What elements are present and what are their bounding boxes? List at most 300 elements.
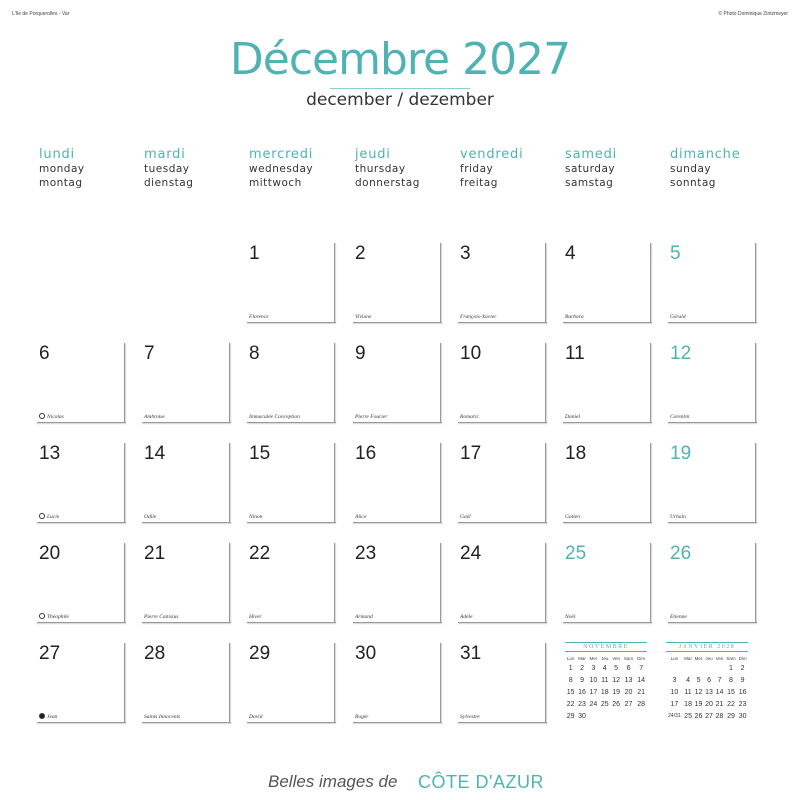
day-number: 8 <box>249 343 260 364</box>
saint-label: Romaric <box>460 414 479 420</box>
mini-weekday-header: Mar <box>684 655 692 661</box>
title-divider <box>330 88 470 89</box>
mini-day: 5 <box>696 676 701 684</box>
mini-weekday-header: Lun <box>670 655 679 661</box>
day-cell <box>458 543 546 623</box>
day-cell <box>668 343 756 423</box>
saint-name <box>670 314 686 320</box>
saint-label: Théophile <box>47 614 69 620</box>
saint-label: Jean <box>47 714 58 720</box>
photo-location-caption: L'Ile de Porquerolles - Var <box>12 11 70 17</box>
day-cell <box>458 443 546 523</box>
mini-day: 1 <box>729 664 733 672</box>
saint-name <box>249 614 262 620</box>
mini-calendar <box>666 642 748 722</box>
cell-border-bottom <box>668 422 757 423</box>
saint-label: Sylvestre <box>460 714 480 720</box>
mini-day: 25 <box>684 712 692 720</box>
mini-day: 17 <box>589 688 598 696</box>
cell-border-bottom <box>458 522 547 523</box>
mini-day: 2 <box>740 664 745 672</box>
mini-day <box>683 662 693 674</box>
saint-name <box>670 614 687 620</box>
saint-name <box>565 314 584 320</box>
weekday-label-en: sunday <box>670 163 712 175</box>
cell-border-right <box>755 343 756 423</box>
cell-border-bottom <box>142 622 231 623</box>
cell-border-bottom <box>247 722 336 723</box>
cell-border-right <box>440 243 441 323</box>
mini-day: 23 <box>738 700 747 708</box>
day-cell <box>247 443 335 523</box>
cell-border-right <box>124 343 125 423</box>
saint-name <box>460 314 496 320</box>
saint-label: David <box>249 714 263 720</box>
mini-day: 3 <box>591 664 596 672</box>
cell-border-right <box>229 343 230 423</box>
mini-day: 11 <box>601 676 609 684</box>
cell-border-bottom <box>668 322 757 323</box>
moon-phase-full-icon <box>39 713 45 719</box>
footer-tagline: Belles images de <box>268 772 398 791</box>
mini-day: 30 <box>578 712 586 720</box>
day-cell <box>668 443 756 523</box>
day-number: 11 <box>565 343 585 364</box>
day-cell <box>37 343 125 423</box>
cell-border-bottom <box>37 722 126 723</box>
day-cell <box>37 643 125 723</box>
weekday-label-de: dienstag <box>144 177 194 189</box>
weekday-label-de: sonntag <box>670 177 716 189</box>
day-number: 1 <box>249 243 260 264</box>
mini-calendar-title: JANVIER 2028 <box>666 642 748 652</box>
cell-border-bottom <box>458 322 547 323</box>
saint-label: Daniel <box>565 414 580 420</box>
page-title: Décembre 2027 <box>229 34 571 85</box>
mini-day: 12 <box>612 676 621 684</box>
cell-border-right <box>755 443 756 523</box>
mini-day: 22 <box>566 700 575 708</box>
day-cell <box>247 643 335 723</box>
mini-day: 25 <box>600 700 609 708</box>
cell-border-right <box>229 443 230 523</box>
mini-day: 24/31 <box>668 712 681 719</box>
day-cell <box>247 543 335 623</box>
day-cell <box>668 243 756 323</box>
saint-label: Immaculée Conception <box>249 414 300 420</box>
mini-day: 22 <box>727 700 735 708</box>
saint-name <box>565 514 580 520</box>
mini-day: 9 <box>580 676 584 684</box>
saint-label: Ninon <box>249 514 263 520</box>
saint-name <box>39 413 64 420</box>
weekday-label-en: saturday <box>565 163 616 175</box>
cell-border-bottom <box>353 322 442 323</box>
cell-border-right <box>650 243 651 323</box>
mini-day: 16 <box>578 688 586 696</box>
mini-week-row <box>666 662 748 674</box>
moon-phase-new-icon <box>39 513 45 519</box>
mini-day: 6 <box>626 664 631 672</box>
mini-day: 28 <box>637 700 646 708</box>
day-number: 3 <box>460 243 471 264</box>
day-number: 7 <box>144 343 155 364</box>
day-cell <box>458 643 546 723</box>
mini-weekday-header: Dim <box>738 655 747 661</box>
saint-name <box>355 314 371 320</box>
cell-border-bottom <box>353 522 442 523</box>
saint-name <box>565 414 580 420</box>
mini-day: 10 <box>589 676 598 684</box>
mini-day: 21 <box>715 700 724 708</box>
mini-weekday-header: Mer <box>589 655 598 661</box>
cell-border-bottom <box>563 422 652 423</box>
mini-day: 8 <box>729 676 733 684</box>
mini-weekday-header: Ven <box>612 655 620 661</box>
day-cell <box>353 543 441 623</box>
mini-day: 20 <box>624 688 633 696</box>
saint-name <box>670 514 686 520</box>
saint-label: Nicolas <box>47 414 64 420</box>
mini-calendar <box>565 642 647 722</box>
saint-label: Adèle <box>460 614 473 620</box>
day-number: 27 <box>39 643 61 664</box>
mini-day: 11 <box>684 688 692 696</box>
cell-border-bottom <box>563 322 652 323</box>
cell-border-bottom <box>668 522 757 523</box>
page-subtitle: december / dezember <box>306 90 494 110</box>
day-number: 28 <box>144 643 166 664</box>
cell-border-bottom <box>247 322 336 323</box>
day-number: 18 <box>565 443 587 464</box>
mini-weekday-header: Mar <box>578 655 586 661</box>
saint-label: Gatien <box>565 514 580 520</box>
mini-day: 27 <box>705 712 713 720</box>
weekday-saturday <box>565 148 617 190</box>
day-cell <box>458 243 546 323</box>
mini-day <box>704 662 714 674</box>
day-number: 2 <box>355 243 366 264</box>
cell-border-right <box>650 543 651 623</box>
photo-credit: © Photo Dominique Zintzmeyer <box>718 11 788 17</box>
cell-border-right <box>229 643 230 723</box>
mini-day: 30 <box>738 712 747 720</box>
cell-border-right <box>650 443 651 523</box>
cell-border-bottom <box>668 622 757 623</box>
day-cell <box>563 343 651 423</box>
mini-weekday-header: Ven <box>715 655 724 661</box>
day-cell <box>142 643 230 723</box>
mini-day: 23 <box>578 700 586 708</box>
mini-day: 29 <box>727 712 735 720</box>
mini-day: 18 <box>600 688 609 696</box>
day-number: 12 <box>670 343 692 364</box>
saint-label: Ambroise <box>144 414 165 420</box>
mini-day: 13 <box>624 676 633 684</box>
cell-border-right <box>334 443 335 523</box>
mini-day: 7 <box>639 664 644 672</box>
mini-day: 9 <box>740 676 745 684</box>
mini-weekday-header: Sam <box>726 655 736 661</box>
mini-day: 15 <box>727 688 735 696</box>
day-number: 14 <box>144 443 166 464</box>
saint-label: Corentin <box>670 414 690 420</box>
saint-name <box>144 714 180 720</box>
mini-day: 1 <box>568 664 573 672</box>
saint-label: Saints Innocents <box>144 714 181 720</box>
cell-border-bottom <box>353 422 442 423</box>
day-number: 4 <box>565 243 576 264</box>
day-number: 30 <box>355 643 377 664</box>
day-number: 16 <box>355 443 377 464</box>
cell-border-right <box>545 543 546 623</box>
saint-name <box>249 314 269 320</box>
mini-week-row <box>666 710 748 722</box>
day-number: 21 <box>144 543 166 564</box>
mini-weekday-header: Dim <box>637 655 646 661</box>
saint-name <box>355 514 366 520</box>
weekday-label-fr: mercredi <box>249 147 314 162</box>
saint-label: Roger <box>355 714 369 720</box>
cell-border-bottom <box>353 622 442 623</box>
mini-day <box>714 662 724 674</box>
mini-day <box>599 710 610 722</box>
mini-day: 26 <box>612 700 621 708</box>
saint-name <box>39 713 57 720</box>
saint-label: François-Xavier <box>460 314 497 320</box>
weekday-label-fr: lundi <box>39 147 75 162</box>
saint-name <box>460 514 471 520</box>
cell-border-right <box>650 343 651 423</box>
cell-border-bottom <box>37 522 126 523</box>
mini-day: 16 <box>738 688 747 696</box>
cell-border-bottom <box>247 622 336 623</box>
weekday-label-fr: vendredi <box>460 147 524 162</box>
cell-border-bottom <box>458 722 547 723</box>
day-cell <box>37 543 125 623</box>
weekday-label-de: samstag <box>565 177 614 189</box>
day-number: 17 <box>460 443 482 464</box>
saint-label: Hiver <box>249 614 262 620</box>
cell-border-right <box>545 243 546 323</box>
moon-phase-first-quarter-icon <box>39 613 45 619</box>
mini-calendar-title: NOVEMBRE <box>565 642 647 652</box>
weekday-tuesday <box>144 148 193 190</box>
mini-weekday-header: Jeu <box>705 655 713 661</box>
mini-day: 14 <box>715 688 724 696</box>
saint-label: Florence <box>249 314 269 320</box>
mini-day <box>588 710 599 722</box>
day-number: 13 <box>39 443 61 464</box>
cell-border-right <box>124 643 125 723</box>
mini-day: 20 <box>705 700 713 708</box>
weekday-friday <box>460 148 524 190</box>
mini-day: 8 <box>568 676 573 684</box>
day-number: 9 <box>355 343 366 364</box>
day-number: 19 <box>670 443 692 464</box>
saint-name <box>670 414 689 420</box>
weekday-wednesday <box>249 148 313 190</box>
day-cell <box>247 343 335 423</box>
day-number: 26 <box>670 543 692 564</box>
mini-day: 28 <box>715 712 724 720</box>
mini-week-row <box>666 686 748 698</box>
moon-phase-last-quarter-icon <box>39 413 45 419</box>
saint-label: Viviane <box>355 314 372 320</box>
cell-border-right <box>229 543 230 623</box>
mini-day: 15 <box>566 688 575 696</box>
day-cell <box>563 443 651 523</box>
mini-day: 4 <box>686 676 691 684</box>
mini-week-row <box>666 698 748 710</box>
mini-day: 3 <box>672 676 677 684</box>
saint-name <box>144 514 156 520</box>
mini-day <box>610 710 621 722</box>
weekday-label-fr: mardi <box>144 147 186 162</box>
mini-day <box>622 710 636 722</box>
mini-day: 10 <box>670 688 679 696</box>
cell-border-bottom <box>142 522 231 523</box>
day-number: 10 <box>460 343 482 364</box>
mini-day: 4 <box>602 664 607 672</box>
cell-border-bottom <box>247 422 336 423</box>
saint-label: Odile <box>144 514 157 520</box>
mini-day <box>666 662 683 674</box>
saint-name <box>460 714 480 720</box>
day-cell <box>142 543 230 623</box>
saint-name <box>249 514 262 520</box>
saint-name <box>355 614 373 620</box>
saint-name <box>460 614 473 620</box>
mini-calendar-table <box>666 654 748 722</box>
mini-week-row <box>666 674 748 686</box>
mini-day: 24 <box>589 700 598 708</box>
mini-day: 26 <box>694 712 703 720</box>
mini-week-row <box>565 698 647 710</box>
saint-name <box>39 513 59 520</box>
mini-day: 2 <box>580 664 584 672</box>
weekday-sunday <box>670 148 741 190</box>
footer-brand: CÔTE D'AZUR <box>418 772 544 792</box>
cell-border-bottom <box>353 722 442 723</box>
mini-day: 6 <box>707 676 711 684</box>
mini-week-row <box>565 662 647 674</box>
saint-name <box>355 414 387 420</box>
day-cell <box>37 443 125 523</box>
mini-day: 12 <box>694 688 703 696</box>
weekday-label-de: montag <box>39 177 83 189</box>
cell-border-bottom <box>458 622 547 623</box>
cell-border-right <box>124 543 125 623</box>
day-cell <box>668 543 756 623</box>
day-number: 6 <box>39 343 50 364</box>
mini-week-row <box>565 686 647 698</box>
mini-weekday-header: Sam <box>623 655 634 661</box>
mini-day <box>635 710 647 722</box>
saint-label: Lucie <box>47 514 60 520</box>
mini-day: 19 <box>612 688 621 696</box>
day-number: 20 <box>39 543 61 564</box>
saint-label: Alice <box>355 514 367 520</box>
cell-border-right <box>334 343 335 423</box>
saint-label: Barbara <box>565 314 584 320</box>
weekday-label-en: wednesday <box>249 163 314 175</box>
day-cell <box>142 443 230 523</box>
cell-border-bottom <box>247 522 336 523</box>
weekday-label-de: mittwoch <box>249 177 302 189</box>
cell-border-right <box>755 243 756 323</box>
day-cell <box>458 343 546 423</box>
cell-border-right <box>334 643 335 723</box>
mini-day: 13 <box>705 688 713 696</box>
mini-week-row <box>565 674 647 686</box>
weekday-thursday <box>355 148 420 190</box>
day-cell <box>353 443 441 523</box>
mini-day: 17 <box>670 700 679 708</box>
mini-day: 21 <box>637 688 646 696</box>
cell-border-right <box>440 643 441 723</box>
mini-day: 18 <box>684 700 692 708</box>
day-number: 23 <box>355 543 377 564</box>
weekday-monday <box>39 148 85 190</box>
day-cell <box>353 643 441 723</box>
cell-border-right <box>440 343 441 423</box>
saint-name <box>249 714 262 720</box>
saint-label: Noël <box>565 614 576 620</box>
cell-border-right <box>545 643 546 723</box>
cell-border-right <box>545 443 546 523</box>
saint-name <box>144 614 178 620</box>
cell-border-right <box>440 543 441 623</box>
saint-label: Gaël <box>460 514 471 520</box>
mini-day: 29 <box>566 712 575 720</box>
cell-border-bottom <box>563 622 652 623</box>
saint-name <box>355 714 368 720</box>
mini-week-row <box>565 710 647 722</box>
cell-border-bottom <box>458 422 547 423</box>
cell-border-bottom <box>142 722 231 723</box>
saint-name <box>565 614 575 620</box>
day-number: 29 <box>249 643 271 664</box>
day-number: 22 <box>249 543 271 564</box>
day-number: 15 <box>249 443 271 464</box>
weekday-label-fr: dimanche <box>670 147 741 162</box>
saint-name <box>249 414 300 420</box>
mini-day: 5 <box>614 664 619 672</box>
saint-label: Armand <box>355 614 373 620</box>
mini-day: 27 <box>624 700 633 708</box>
mini-day: 7 <box>717 676 722 684</box>
day-number: 5 <box>670 243 681 264</box>
cell-border-bottom <box>563 522 652 523</box>
saint-label: Pierre Canisius <box>144 614 179 620</box>
saint-label: Pierre Fourier <box>355 414 388 420</box>
weekday-label-en: friday <box>460 163 494 175</box>
cell-border-right <box>334 243 335 323</box>
cell-border-right <box>545 343 546 423</box>
mini-day: 14 <box>637 676 646 684</box>
weekday-label-de: freitag <box>460 177 498 189</box>
day-cell <box>563 543 651 623</box>
saint-name <box>144 414 165 420</box>
weekday-label-fr: samedi <box>565 147 618 162</box>
mini-day: 19 <box>694 700 703 708</box>
weekday-label-de: donnerstag <box>355 177 420 189</box>
cell-border-right <box>440 443 441 523</box>
weekday-label-fr: jeudi <box>355 147 391 162</box>
weekday-label-en: monday <box>39 163 85 175</box>
day-cell <box>142 343 230 423</box>
